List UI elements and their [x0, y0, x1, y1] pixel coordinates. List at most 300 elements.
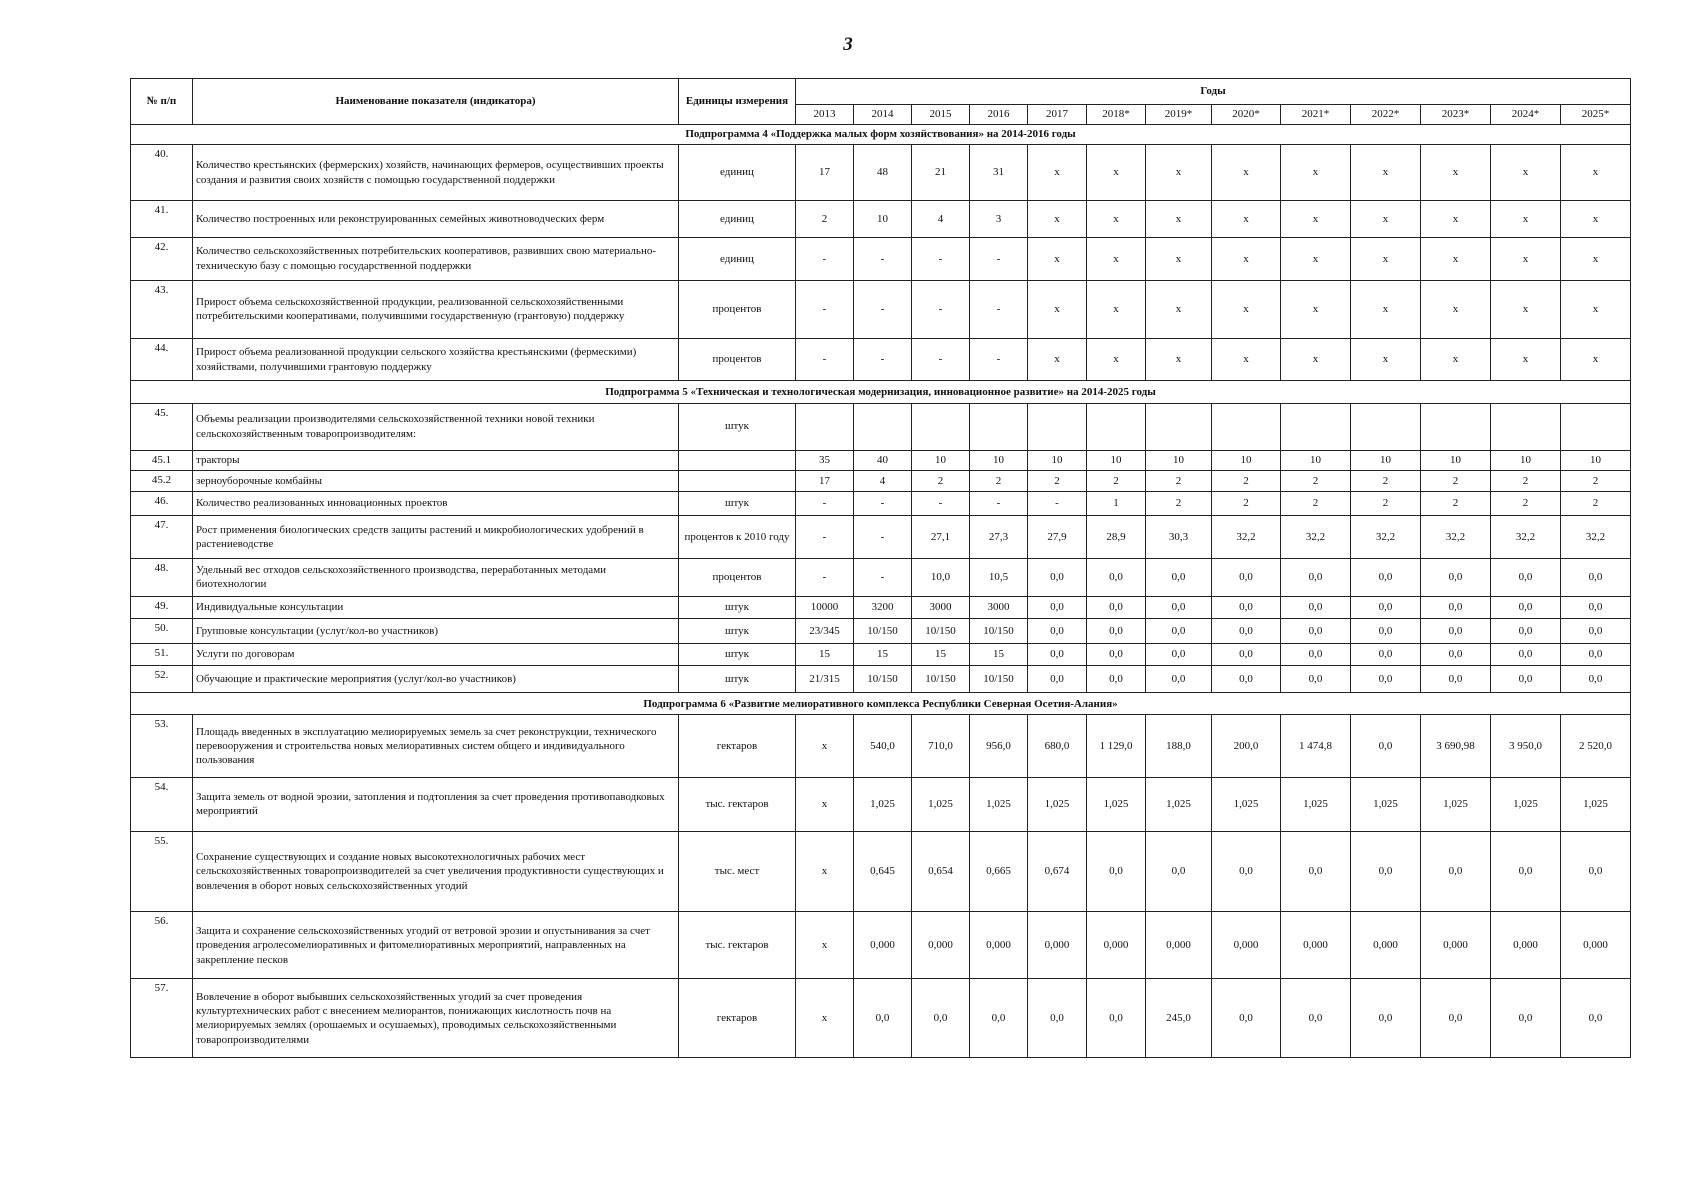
indicator-value: 0,000 [1491, 912, 1561, 979]
indicator-value: 10 [970, 450, 1028, 470]
indicator-value: x [1351, 145, 1421, 201]
indicator-value: 1 474,8 [1281, 715, 1351, 778]
indicator-unit: процентов к 2010 году [679, 516, 796, 559]
indicator-value: 3200 [854, 596, 912, 618]
header-year: 2015 [912, 105, 970, 125]
indicator-value: 2 [1421, 491, 1491, 516]
indicator-value: 956,0 [970, 715, 1028, 778]
indicator-value [1421, 403, 1491, 450]
indicator-value: x [1028, 145, 1087, 201]
indicator-value: - [854, 516, 912, 559]
indicator-value: 32,2 [1281, 516, 1351, 559]
indicator-unit: гектаров [679, 979, 796, 1058]
indicator-value: - [796, 516, 854, 559]
indicator-value: 0,000 [1351, 912, 1421, 979]
indicator-row [131, 145, 1631, 201]
indicator-value: 0,0 [1351, 979, 1421, 1058]
indicator-value: 10 [1491, 450, 1561, 470]
indicator-value: 1,025 [912, 778, 970, 832]
header-years-title: Годы [796, 79, 1631, 105]
indicator-number: 47. [131, 516, 193, 559]
indicator-number: 50. [131, 619, 193, 644]
indicator-value: x [1146, 201, 1212, 238]
indicator-name: Защита и сохранение сельскохозяйственных угодий от ветровой эрозии и опустынивания за счет проведения агролесомелиоративных и фитомелиоративных мероприятий, направленных на закрепление песков [193, 912, 679, 979]
indicator-value: x [1281, 238, 1351, 281]
indicator-value: 1 [1087, 491, 1146, 516]
indicator-value: 0,0 [1087, 643, 1146, 665]
indicator-unit: единиц [679, 238, 796, 281]
indicator-value: x [1146, 145, 1212, 201]
indicator-value: 0,0 [1491, 979, 1561, 1058]
indicator-name: Прирост объема реализованной продукции сельского хозяйства крестьянскими (фермескими) хозяйствами, получившими грантовую поддержку [193, 338, 679, 381]
indicator-value: x [1561, 338, 1631, 381]
indicator-unit: штук [679, 619, 796, 644]
indicator-value: 10,0 [912, 558, 970, 596]
indicator-value: 0,0 [1028, 619, 1087, 644]
indicator-value: - [970, 238, 1028, 281]
header-year: 2023* [1421, 105, 1491, 125]
page-number: 3 [843, 34, 853, 55]
indicator-value: x [1087, 201, 1146, 238]
indicator-value: 0,0 [1561, 979, 1631, 1058]
indicator-name: Удельный вес отходов сельскохозяйственного производства, переработанных методами биотехнологии [193, 558, 679, 596]
indicator-value: 0,0 [1421, 558, 1491, 596]
indicator-value: 27,3 [970, 516, 1028, 559]
indicator-value: 540,0 [854, 715, 912, 778]
indicator-value: 0,0 [1281, 666, 1351, 693]
indicator-value: 28,9 [1087, 516, 1146, 559]
indicator-value: x [1281, 145, 1351, 201]
indicator-value [1087, 403, 1146, 450]
indicator-value: x [1087, 238, 1146, 281]
indicator-value: 2 [1351, 471, 1421, 491]
indicator-value: 32,2 [1491, 516, 1561, 559]
indicator-value: 10 [912, 450, 970, 470]
indicator-value: 0,0 [1561, 619, 1631, 644]
indicator-value: 10 [1028, 450, 1087, 470]
indicator-value: x [1087, 145, 1146, 201]
indicator-row [131, 201, 1631, 238]
indicator-row [131, 280, 1631, 338]
indicator-row [131, 912, 1631, 979]
indicator-value: 0,0 [1351, 831, 1421, 912]
indicator-value: - [854, 558, 912, 596]
indicator-value: x [1561, 201, 1631, 238]
indicator-value: 0,0 [1561, 643, 1631, 665]
indicator-number: 49. [131, 596, 193, 618]
indicator-value: - [854, 491, 912, 516]
subprogram-title: Подпрограмма 4 «Поддержка малых форм хозяйствования» на 2014-2016 годы [131, 125, 1631, 145]
indicator-unit: тыс. гектаров [679, 912, 796, 979]
indicator-value: 0,0 [1351, 619, 1421, 644]
indicator-number: 54. [131, 778, 193, 832]
indicator-value: 2 [1491, 491, 1561, 516]
indicator-value: 3 [970, 201, 1028, 238]
indicator-value: 1,025 [1561, 778, 1631, 832]
indicator-value: 0,0 [1281, 558, 1351, 596]
indicator-value: 0,0 [1351, 596, 1421, 618]
indicator-value: - [796, 280, 854, 338]
indicator-row [131, 778, 1631, 832]
indicator-value: - [796, 238, 854, 281]
indicator-value: 1 129,0 [1087, 715, 1146, 778]
indicator-value: 0,0 [912, 979, 970, 1058]
indicator-value: 0,0 [1146, 666, 1212, 693]
indicator-value: 0,645 [854, 831, 912, 912]
indicator-value: 2 [1146, 491, 1212, 516]
indicator-value: 0,0 [1491, 831, 1561, 912]
subprogram-title: Подпрограмма 5 «Техническая и технологическая модернизация, инновационное развитие» на 2014-2025 годы [131, 381, 1631, 403]
indicator-value: - [796, 338, 854, 381]
indicator-value: 10000 [796, 596, 854, 618]
indicator-number: 42. [131, 238, 193, 281]
indicator-value: x [1212, 145, 1281, 201]
indicator-value: x [1028, 338, 1087, 381]
indicator-name: Объемы реализации производителями сельскохозяйственной техники новой техники сельскохозяйственным товаропроизводителям: [193, 403, 679, 450]
indicator-value: 2 [1028, 471, 1087, 491]
indicator-value: 2 [1491, 471, 1561, 491]
indicator-value: x [1421, 145, 1491, 201]
indicator-value: x [1421, 238, 1491, 281]
indicator-value: 0,0 [1146, 643, 1212, 665]
indicator-value [970, 403, 1028, 450]
indicator-value: x [1561, 145, 1631, 201]
indicator-name: Вовлечение в оборот выбывших сельскохозяйственных угодий за счет проведения культуртехнических работ с внесением мелиорантов, понижающих кислотность почв на мелиорируемых землях (орошаемых и осушаемых), проводимых сельскохозяйственными товаропроизводителями [193, 979, 679, 1058]
indicator-value: x [1421, 201, 1491, 238]
indicator-value: x [796, 912, 854, 979]
indicator-value: x [1212, 238, 1281, 281]
indicator-value: 0,0 [1491, 643, 1561, 665]
indicator-value [1212, 403, 1281, 450]
indicator-value: 1,025 [970, 778, 1028, 832]
indicator-value: x [1351, 201, 1421, 238]
indicator-value: 0,0 [1087, 666, 1146, 693]
indicator-value: 0,0 [1212, 979, 1281, 1058]
indicator-value: 0,0 [1351, 558, 1421, 596]
indicator-value: 0,0 [1146, 619, 1212, 644]
indicator-value: 2 [796, 201, 854, 238]
indicator-value: 0,674 [1028, 831, 1087, 912]
indicator-name: Рост применения биологических средств защиты растений и микробиологических удобрений в растениеводстве [193, 516, 679, 559]
indicator-value: 27,1 [912, 516, 970, 559]
header-year: 2021* [1281, 105, 1351, 125]
indicator-value: 10/150 [912, 619, 970, 644]
indicator-row [131, 666, 1631, 693]
indicator-value: 0,000 [854, 912, 912, 979]
indicator-value: 0,0 [1212, 666, 1281, 693]
indicator-value: - [854, 238, 912, 281]
indicator-value: 0,000 [1421, 912, 1491, 979]
indicator-value: 680,0 [1028, 715, 1087, 778]
indicator-value [1351, 403, 1421, 450]
indicator-name: Индивидуальные консультации [193, 596, 679, 618]
indicator-value: 2 [1561, 471, 1631, 491]
indicator-value: 3 690,98 [1421, 715, 1491, 778]
indicator-value: x [1087, 338, 1146, 381]
indicator-row [131, 643, 1631, 665]
indicator-value: 2 [1212, 471, 1281, 491]
indicator-row [131, 619, 1631, 644]
indicator-value [1028, 403, 1087, 450]
indicator-row [131, 471, 1631, 491]
indicator-value: 0,0 [1281, 619, 1351, 644]
subprogram-row [131, 381, 1631, 403]
indicator-unit [679, 471, 796, 491]
indicator-value: 10 [1146, 450, 1212, 470]
indicator-unit: единиц [679, 201, 796, 238]
indicator-value: x [1281, 280, 1351, 338]
indicator-value: 0,0 [1212, 831, 1281, 912]
indicator-value: - [912, 238, 970, 281]
indicator-value: 0,665 [970, 831, 1028, 912]
indicator-value: - [854, 280, 912, 338]
header-year: 2020* [1212, 105, 1281, 125]
indicator-value: x [1491, 280, 1561, 338]
indicator-value: 0,0 [1028, 558, 1087, 596]
indicator-value [1561, 403, 1631, 450]
indicator-value: 0,0 [1491, 596, 1561, 618]
indicator-value: 0,0 [1281, 979, 1351, 1058]
indicator-number: 57. [131, 979, 193, 1058]
indicator-unit: штук [679, 596, 796, 618]
indicator-value: x [1146, 338, 1212, 381]
subprogram-row [131, 125, 1631, 145]
indicator-unit [679, 450, 796, 470]
indicator-value: 21 [912, 145, 970, 201]
indicator-value: 0,000 [970, 912, 1028, 979]
indicator-value: 23/345 [796, 619, 854, 644]
indicator-number: 52. [131, 666, 193, 693]
indicator-value: 10,5 [970, 558, 1028, 596]
indicator-value: 2 [912, 471, 970, 491]
indicator-value: 0,0 [1281, 596, 1351, 618]
indicator-value: 0,0 [1146, 596, 1212, 618]
indicator-value: 0,654 [912, 831, 970, 912]
indicator-value: 0,0 [1028, 643, 1087, 665]
indicator-number: 51. [131, 643, 193, 665]
indicator-value: 10/150 [912, 666, 970, 693]
indicator-value: 32,2 [1212, 516, 1281, 559]
indicator-value: - [912, 338, 970, 381]
indicator-value: 0,0 [1561, 558, 1631, 596]
indicator-number: 48. [131, 558, 193, 596]
indicator-row [131, 831, 1631, 912]
indicator-value: 0,0 [1351, 715, 1421, 778]
indicator-value: x [1028, 201, 1087, 238]
indicator-value: 32,2 [1421, 516, 1491, 559]
indicator-value: 27,9 [1028, 516, 1087, 559]
indicator-value: 35 [796, 450, 854, 470]
indicator-value: x [1281, 338, 1351, 381]
header-year: 2018* [1087, 105, 1146, 125]
indicator-name: Защита земель от водной эрозии, затопления и подтопления за счет проведения противопаводковых мероприятий [193, 778, 679, 832]
indicator-value [1146, 403, 1212, 450]
indicator-value: 0,0 [854, 979, 912, 1058]
indicator-value: 0,0 [1028, 979, 1087, 1058]
indicator-value: 0,0 [1087, 596, 1146, 618]
indicator-value: 4 [912, 201, 970, 238]
indicator-value: x [1351, 238, 1421, 281]
indicator-value: x [1491, 238, 1561, 281]
indicator-value: x [1421, 280, 1491, 338]
indicator-value: 1,025 [1491, 778, 1561, 832]
indicator-value: x [1146, 280, 1212, 338]
indicator-unit: процентов [679, 280, 796, 338]
indicator-value: 0,0 [1212, 643, 1281, 665]
indicator-number: 43. [131, 280, 193, 338]
indicator-value: 0,0 [1561, 666, 1631, 693]
indicator-value: x [1212, 338, 1281, 381]
indicator-unit: штук [679, 403, 796, 450]
indicator-value: 1,025 [1212, 778, 1281, 832]
indicator-number: 53. [131, 715, 193, 778]
indicator-value [796, 403, 854, 450]
indicator-value: 10 [1212, 450, 1281, 470]
indicator-name: Количество реализованных инновационных проектов [193, 491, 679, 516]
indicator-value: - [970, 338, 1028, 381]
indicator-value: 0,0 [1491, 666, 1561, 693]
indicator-value: 0,000 [912, 912, 970, 979]
indicator-value: 2 [970, 471, 1028, 491]
indicator-value: 0,0 [1028, 666, 1087, 693]
indicator-value: x [1028, 280, 1087, 338]
indicator-row [131, 450, 1631, 470]
indicator-value: 10 [854, 201, 912, 238]
indicator-value: 2 520,0 [1561, 715, 1631, 778]
indicator-value: 0,0 [1146, 558, 1212, 596]
indicators-table [130, 78, 1631, 1058]
indicator-value: 31 [970, 145, 1028, 201]
header-year: 2024* [1491, 105, 1561, 125]
header-indicator-name: Наименование показателя (индикатора) [193, 79, 679, 125]
indicator-value: 0,0 [1028, 596, 1087, 618]
indicator-unit: штук [679, 491, 796, 516]
indicator-value: 0,0 [1561, 596, 1631, 618]
indicator-value: - [912, 491, 970, 516]
indicator-value: 48 [854, 145, 912, 201]
indicator-value: 15 [970, 643, 1028, 665]
indicator-value: x [1087, 280, 1146, 338]
indicator-value: x [1146, 238, 1212, 281]
indicator-value: x [796, 979, 854, 1058]
subprogram-title: Подпрограмма 6 «Развитие мелиоративного комплекса Республики Северная Осетия-Алания» [131, 692, 1631, 714]
indicator-row [131, 403, 1631, 450]
indicator-name: Количество построенных или реконструированных семейных животноводческих ферм [193, 201, 679, 238]
indicator-name: Количество сельскохозяйственных потребительских кооперативов, развивших свою материально-техническую базу с помощью государственной поддержки [193, 238, 679, 281]
indicator-number: 45.2 [131, 471, 193, 491]
indicator-unit: гектаров [679, 715, 796, 778]
indicator-value: 0,0 [1351, 666, 1421, 693]
indicator-value: 0,000 [1561, 912, 1631, 979]
indicator-value: 0,0 [1421, 619, 1491, 644]
indicator-value: - [912, 280, 970, 338]
indicator-value: 1,025 [1028, 778, 1087, 832]
indicator-value: 0,000 [1212, 912, 1281, 979]
indicator-value: 32,2 [1561, 516, 1631, 559]
indicator-value: 0,0 [1087, 831, 1146, 912]
indicator-value: x [1561, 238, 1631, 281]
indicator-name: Сохранение существующих и создание новых высокотехнологичных рабочих мест сельскохозяйственных товаропроизводителей за счет увеличения продуктивности существующих и вовлечения в оборот новых сельскохозяйственных угодий [193, 831, 679, 912]
indicator-value: 2 [1281, 491, 1351, 516]
indicator-number: 41. [131, 201, 193, 238]
indicator-name: тракторы [193, 450, 679, 470]
indicator-value: - [796, 491, 854, 516]
indicator-row [131, 979, 1631, 1058]
indicator-value: 0,0 [1281, 643, 1351, 665]
indicator-value: 10/150 [854, 666, 912, 693]
indicator-value: 0,000 [1028, 912, 1087, 979]
indicator-value: x [1351, 338, 1421, 381]
indicator-unit: процентов [679, 558, 796, 596]
indicator-number: 45.1 [131, 450, 193, 470]
indicator-value: 0,0 [970, 979, 1028, 1058]
indicator-value: 10/150 [970, 666, 1028, 693]
indicator-value: 2 [1281, 471, 1351, 491]
indicator-name: Обучающие и практические мероприятия (услуг/кол-во участников) [193, 666, 679, 693]
indicator-value [1281, 403, 1351, 450]
indicator-value: 15 [912, 643, 970, 665]
indicator-name: зерноуборочные комбайны [193, 471, 679, 491]
header-year: 2022* [1351, 105, 1421, 125]
indicator-value [854, 403, 912, 450]
header-year: 2014 [854, 105, 912, 125]
header-year: 2019* [1146, 105, 1212, 125]
indicator-value: x [1028, 238, 1087, 281]
header-number: № п/п [131, 79, 193, 125]
indicator-row [131, 238, 1631, 281]
indicator-value: 10 [1087, 450, 1146, 470]
indicator-value: - [854, 338, 912, 381]
indicator-row [131, 715, 1631, 778]
indicator-value: - [970, 491, 1028, 516]
indicator-value: 10 [1281, 450, 1351, 470]
indicator-value: x [1491, 338, 1561, 381]
indicator-value: 0,0 [1351, 643, 1421, 665]
indicator-value: 710,0 [912, 715, 970, 778]
indicator-value: 0,0 [1421, 979, 1491, 1058]
indicator-value: 0,0 [1491, 619, 1561, 644]
indicator-value: 0,0 [1087, 979, 1146, 1058]
indicator-value: x [1212, 280, 1281, 338]
indicator-row [131, 516, 1631, 559]
header-year: 2013 [796, 105, 854, 125]
indicator-value: 1,025 [1421, 778, 1491, 832]
header-units: Единицы измерения [679, 79, 796, 125]
indicator-value: x [796, 715, 854, 778]
header-year: 2016 [970, 105, 1028, 125]
indicator-value: 10 [1351, 450, 1421, 470]
indicator-value: 17 [796, 145, 854, 201]
indicator-value: 188,0 [1146, 715, 1212, 778]
indicator-value: 3 950,0 [1491, 715, 1561, 778]
indicator-value: 0,000 [1281, 912, 1351, 979]
header-year: 2025* [1561, 105, 1631, 125]
indicator-value: x [1561, 280, 1631, 338]
indicator-value: 2 [1087, 471, 1146, 491]
indicator-value: 21/315 [796, 666, 854, 693]
indicator-value: 3000 [912, 596, 970, 618]
indicator-value: 1,025 [1351, 778, 1421, 832]
indicator-number: 55. [131, 831, 193, 912]
indicator-value: 3000 [970, 596, 1028, 618]
indicator-value: x [1491, 201, 1561, 238]
indicator-value: 2 [1351, 491, 1421, 516]
indicator-value: 10/150 [854, 619, 912, 644]
indicator-value: 245,0 [1146, 979, 1212, 1058]
indicator-value: 1,025 [1281, 778, 1351, 832]
indicator-row [131, 491, 1631, 516]
indicator-value: x [1421, 338, 1491, 381]
